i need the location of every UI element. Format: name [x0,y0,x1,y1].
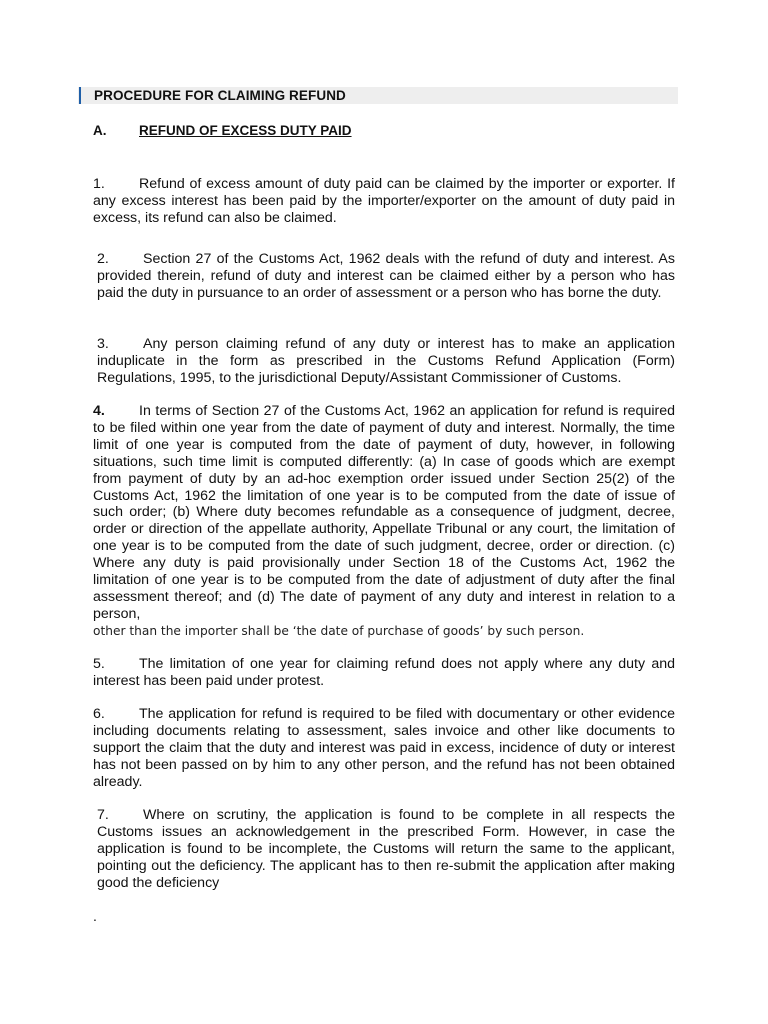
paragraph-number: 4. [93,403,105,419]
page-heading: PROCEDURE FOR CLAIMING REFUND [94,88,346,103]
trailing-mark: . [93,908,97,924]
paragraph-text: In terms of Section 27 of the Customs Act, 1962 an application for refund is required to be filed within one year from the date of payment of duty and interest. Normally, the time limit of one year is computed from the date of payment of duty, however, in following situations, such time limit is computed differently: (a) In case of goods which are exempt from payment of duty by an ad-hoc exemption order issued under Section 25(2) of the Customs Act, 1962 the limitation of one year is to be computed from the date of issue of such order; (b) Where duty becomes refundable as a consequence of judgment, decree, order or direction of the appellate authority, Appellate Tribunal or any court, the limitation of one year is to be computed from the date of such judgment, decree, order or direction. (c) Where any duty is paid provisionally under Section 18 of the Customs Act, 1962 the limitation of one year is to be computed from the date of adjustment of duty after the final assessment thereof; and (d) The date of payment of any duty and interest in relation to a person, [93,403,675,622]
paragraph-text: The limitation of one year for claiming refund does not apply where any duty and interest has been paid under protest. [93,656,675,689]
heading-marker [79,87,81,104]
paragraph-6 [93,706,675,791]
section-heading [93,122,352,139]
section-title: REFUND OF EXCESS DUTY PAID [139,123,352,138]
paragraph-number: 7. [97,807,109,823]
paragraph-4 [93,403,675,640]
paragraph-number: 1. [93,176,105,192]
paragraph-text: Any person claiming refund of any duty or interest has to make an application induplicate in the form as prescribed in the Customs Refund Application (Form) Regulations, 1995, to the jurisdictional Deputy/Assistant Commissioner of Customs. [97,336,675,386]
paragraph-3 [97,336,675,387]
paragraph-5 [93,656,675,690]
paragraph-2 [97,251,675,302]
paragraph-number: 3. [97,336,109,352]
paragraph-text: Refund of excess amount of duty paid can be claimed by the importer or exporter. If any excess interest has been paid by the importer/exporter on the amount of duty paid in excess, its refund can also be claimed. [93,176,675,226]
paragraph-number: 2. [97,251,109,267]
paragraph-text: Where on scrutiny, the application is found to be complete in all respects the Customs issues an acknowledgement in the prescribed Form. However, in case the application is found to be incomplete, the Customs will return the same to the applicant, pointing out the deficiency. The applicant has to then re-submit the application after making good the deficiency [97,807,675,891]
paragraph-7 [97,807,675,892]
section-letter: A. [93,123,107,138]
paragraph-tail: other than the importer shall be ‘the date of purchase of goods’ by such person. [93,623,585,638]
paragraph-number: 5. [93,656,105,672]
paragraph-1 [93,176,675,227]
paragraph-text: The application for refund is required to be filed with documentary or other evidence including documents relating to assessment, sales invoice and other like documents to support the claim that the duty and interest was paid in excess, incidence of duty or interest has not been passed on by him to any other person, and the refund has not been obtained already. [93,706,675,790]
paragraph-number: 6. [93,706,105,722]
paragraph-text: Section 27 of the Customs Act, 1962 deals with the refund of duty and interest. As provided therein, refund of duty and interest can be claimed either by a person who has paid the duty in pursuance to an order of assessment or a person who has borne the duty. [97,251,675,301]
